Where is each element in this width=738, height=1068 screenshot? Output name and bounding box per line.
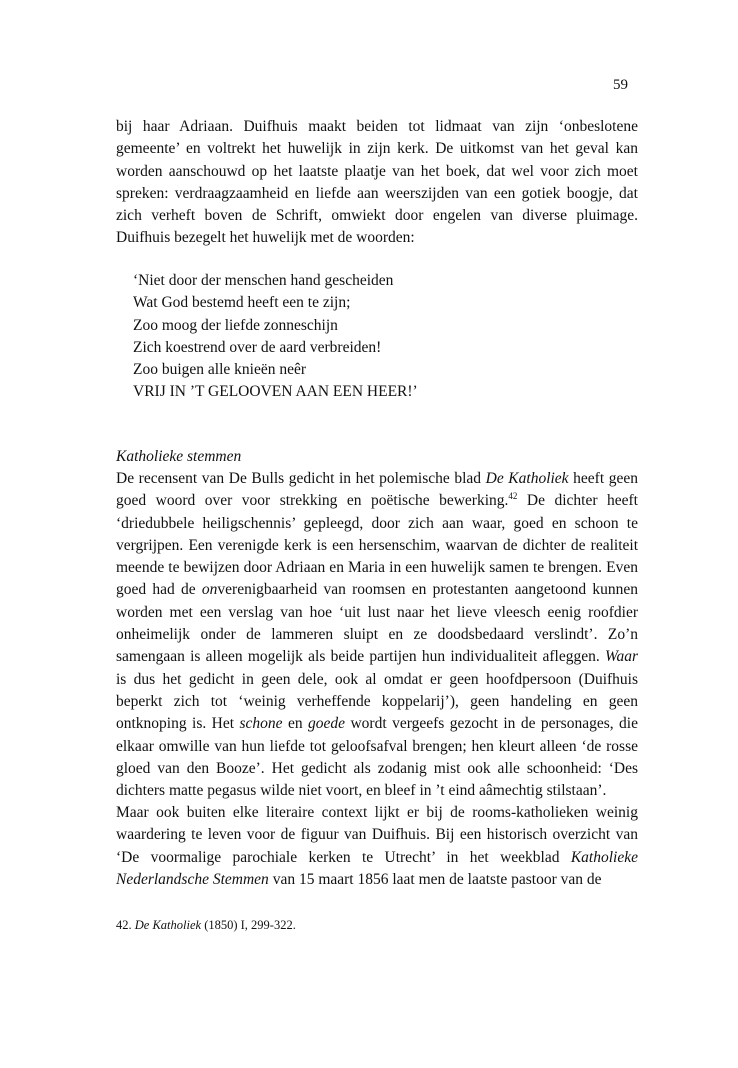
text-run: heeft geen goed woord over voor strekking en poëtische bewerking.	[116, 470, 638, 510]
poem-line: Wat God bestemd heeft een te zijn;	[133, 294, 351, 312]
page-number: 59	[613, 77, 628, 93]
italic-run: goede	[308, 715, 346, 733]
italic-run: De Katholiek	[485, 470, 569, 487]
paragraph-1: bij haar Adriaan. Duifhuis maakt beiden tot lidmaat van zijn ‘onbeslotene gemeente’ en voltrekt het huwelijk in zijn kerk. De uitkomst van het geval kan worden aanschouwd op het laatste plaatje van het boek, dat wel voor zich moet spreken: verdraagzaamheid en liefde aan weerszijden van een gotiek boogje, dat zich verheft boven de Schrift, omwiekt door engelen van diverse pluimage. Duifhuis bezegelt het huwelijk met de woorden:	[116, 118, 638, 247]
italic-run: schone	[239, 715, 283, 733]
section-heading: Katholieke stemmen	[116, 448, 242, 465]
poem-line: Zoo moog der liefde zonneschijn	[133, 316, 338, 334]
poem-line: Zoo buigen alle knieën neêr	[133, 361, 307, 379]
poem-line: VRIJ IN ’T GELOOVEN AAN EEN HEER!’	[133, 383, 418, 401]
italic-run: on	[201, 581, 218, 599]
text-run: van 15 maart 1856 laat men de laatste pastoor van de	[268, 870, 602, 888]
text-run: verenigbaarheid van roomsen en protestanten aangetoond kunnen worden met een verslag van hoe ‘uit lust naar het lieve vleesch eenig roofdier onheimelijk onder de lammeren sluipt en ze doodsbedaard verslindt’. Zo’n samengaan is alleen mogelijk als beide partijen hun individualiteit afleggen.	[116, 581, 638, 666]
italic-run: Waar	[604, 648, 638, 666]
text-run: is dus het gedicht in geen dele, ook al omdat er geen hoofdpersoon (Duifhuis beperkt zich tot ‘weinig verheffende koppelarij’), geen handeling en geen ontknoping is. Het	[116, 670, 638, 733]
poem-line: ‘Niet door der menschen hand gescheiden	[133, 272, 394, 289]
text-run: wordt vergeefs gezocht in de personages, die elkaar omwille van hun liefde tot geloofsafval brengen; hen kleurt alleen ‘de rosse gloed van den Booze’. Het gedicht als zodanig mist ook alle schoonheid: ‘Des dichters matte pegasus wilde niet voort, en bleef in ’t eind aâmechtig stilstaan’.	[116, 715, 638, 800]
paragraph-3	[116, 802, 638, 891]
paragraph-2	[116, 468, 638, 802]
text-run: De dichter heeft ‘driedubbele heiligschennis’ gepleegd, door zich aan waar, goed en schoon te vergrijpen. Een verenigde kerk is een hersenschim, waarvan de dichter de realiteit meende te bewijzen door Adriaan en Maria in een huwelijk samen te brengen. Even goed had de	[116, 492, 638, 599]
footnote-number: 42.	[116, 918, 132, 932]
footnote-reference[interactable]: 42	[508, 491, 518, 502]
poem-line: Zich koestrend over de aard verbreiden!	[133, 338, 382, 356]
poem-quote	[133, 270, 418, 404]
footnote	[116, 918, 296, 933]
footnote-title: De Katholiek	[134, 918, 202, 932]
italic-run: Katholieke Nederlandsche Stemmen	[116, 848, 638, 888]
text-run: Maar ook buiten elke literaire context lijkt er bij de rooms-katholieken weinig waardering te leven voor de figuur van Duifhuis. Bij een historisch overzicht van ‘De voormalige parochiale kerken te Utrecht’ in het weekblad	[116, 804, 638, 866]
footnote-text: (1850) I, 299-322.	[201, 918, 296, 932]
text-run: en	[282, 715, 309, 733]
text-run: De recensent van De Bulls gedicht in het polemische blad	[116, 470, 486, 487]
